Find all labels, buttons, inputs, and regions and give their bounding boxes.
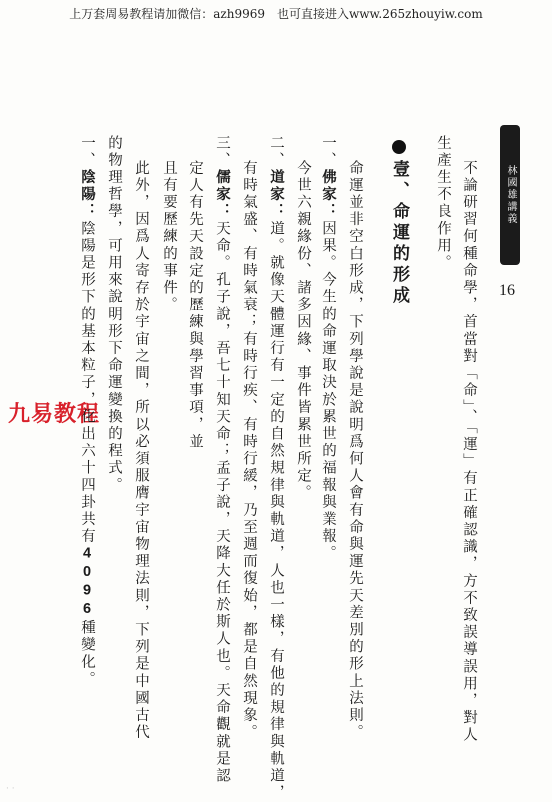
text-column xyxy=(76,135,98,688)
text-run: 有時氣盛、有時氣衰；有時行疾、有時行緩，乃至週而復始，都是自然現象。 xyxy=(241,160,257,742)
text-run: 因果。今生的命運取決於累世的福報與業報。 xyxy=(320,220,336,563)
book-title-tab: 林國雄講義 xyxy=(500,125,520,265)
text-column xyxy=(432,135,454,272)
text-column xyxy=(211,135,233,785)
text-run: 天命。孔子說，吾七十知天命；孟子說，天降大任於斯人也。天命觀就是認 xyxy=(214,220,230,785)
text-run: 今世六親緣份、諸多因緣、事件皆累世所定。 xyxy=(295,160,311,502)
text-column xyxy=(103,135,125,494)
text-column xyxy=(317,135,339,563)
term-label: 陰陽： xyxy=(79,169,96,221)
circle-bullet-icon xyxy=(392,140,406,154)
header-banner: 上万套周易教程请加微信：azh9969 也可直接进入www.265zhouyiw.com xyxy=(69,7,483,21)
text-run: 壹、命運的形成 xyxy=(389,160,409,307)
text-run: 生產生不良作用。 xyxy=(435,135,451,272)
text-run: 陰陽是形下的基本粒子，化出六十四卦共有 xyxy=(79,220,95,546)
text-run: 一、 xyxy=(79,135,95,170)
footer-mark: · · xyxy=(6,784,15,794)
text-column xyxy=(344,160,366,741)
text-run: 種變化。 xyxy=(79,619,95,689)
text-run: 不論研習何種命學，首當對「命」、「運」有正確認識，方不致誤導誤用，對人 xyxy=(461,160,477,744)
text-column xyxy=(292,160,314,502)
text-column xyxy=(458,160,480,744)
text-run: 一、 xyxy=(320,135,336,170)
term-label: 儒家： xyxy=(214,169,231,221)
text-column xyxy=(238,160,260,741)
text-run: 道。就像天體運行有一定的自然規律與軌道，人也一樣，有他的規律與軌道， xyxy=(268,220,284,802)
section-title xyxy=(388,140,410,307)
text-column xyxy=(265,135,287,802)
text-run: 此外，因爲人寄存於宇宙之間，所以必須服膺宇宙物理法則，下列是中國古代 xyxy=(133,160,149,742)
page-number: 16 xyxy=(499,282,515,299)
text-run: 三、 xyxy=(214,135,230,170)
term-label: 道家： xyxy=(268,169,285,221)
text-column xyxy=(130,160,152,741)
term-label: 佛家： xyxy=(320,169,337,221)
text-column xyxy=(158,160,180,314)
text-run: 命運並非空白形成，下列學說是說明爲何人會有命與運先天差別的形上法則。 xyxy=(347,160,363,742)
text-run: 4096 xyxy=(79,545,95,620)
text-run: 的物理哲學，可用來說明形下命運變換的程式。 xyxy=(106,135,122,495)
text-run: 且有要歷練的事件。 xyxy=(161,160,177,314)
text-run: 二、 xyxy=(268,135,284,170)
watermark-logo: 九易教程 xyxy=(8,402,101,427)
text-run: 定人有先天設定的歷練與學習事項，並 xyxy=(187,160,203,451)
text-column xyxy=(184,160,206,451)
